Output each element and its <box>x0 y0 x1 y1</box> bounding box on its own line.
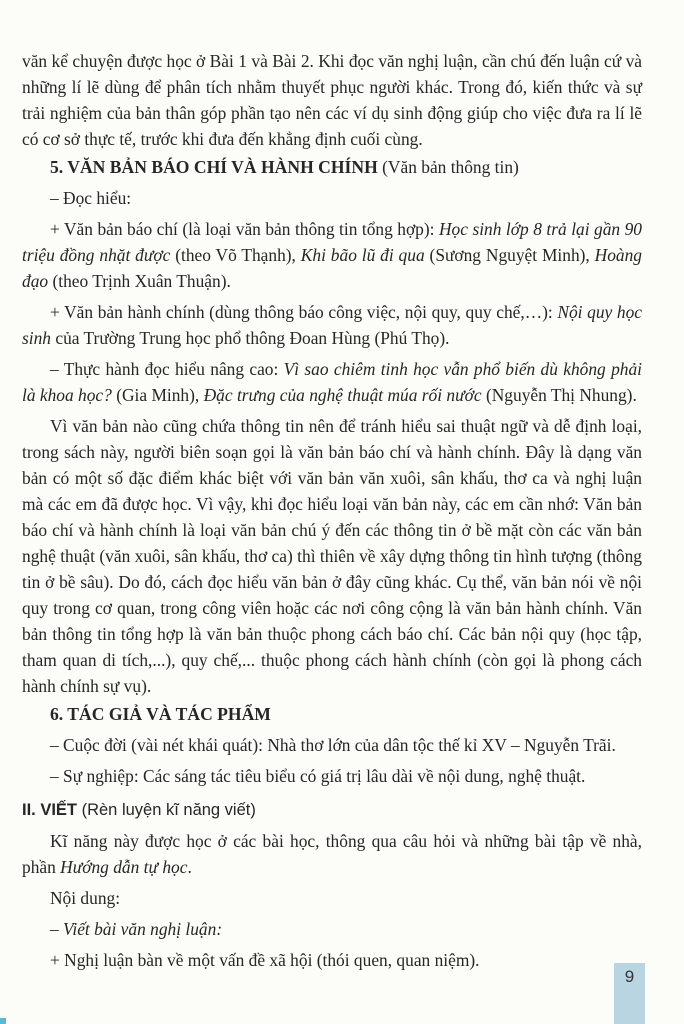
title-run: Nội quy học sinh <box>22 302 642 348</box>
nang-cao-item <box>22 356 642 408</box>
intro-paragraph: văn kể chuyện được học ở Bài 1 và Bài 2. Khi đọc văn nghị luận, cần chú đến luận cứ và những lí lẽ dùng để phân tích nhằm thuyết phục người khác. Trong đó, kiến thức và sự trải nghiệm của bản thân góp phần tạo nên các ví dụ sinh động giúp cho việc đưa ra lí lẽ có cơ sở thực tế, trước khi đưa đến khẳng định cuối cùng. <box>22 51 642 149</box>
viet-title: II. VIẾT <box>22 801 78 819</box>
viet-intro <box>22 828 642 880</box>
text-run: : <box>216 919 223 939</box>
text-run: – Thực hành đọc hiểu nâng cao: <box>50 359 284 379</box>
text-run: – <box>50 919 64 939</box>
viet-bai-item <box>22 916 642 942</box>
text-run: + Văn bản hành chính (dùng thông báo công việc, nội quy, quy chế,…): <box>50 302 558 322</box>
title-run: Viết bài văn nghị luận <box>63 919 217 939</box>
text-run: (Nguyễn Thị Nhung). <box>481 385 637 405</box>
page-edge-mark <box>0 1018 6 1024</box>
page-number: 9 <box>614 963 645 1024</box>
text-run: Kĩ năng này được học ở các bài học, thông qua câu hỏi và những bài tập về nhà, phần <box>22 831 642 877</box>
title-run: Đặc trưng của nghệ thuật múa rối nước <box>203 385 482 405</box>
title-run: Học sinh lớp 8 trả lại gần 90 triệu đồng nhặt được <box>22 219 642 265</box>
text-run: của Trường Trung học phổ thông Đoan Hùng (Phú Thọ). <box>51 328 450 348</box>
title-run: Vì sao chiêm tinh học vẫn phổ biến dù không phải là khoa học? <box>22 359 642 405</box>
section-6-heading <box>22 701 642 727</box>
section-5-note: (Văn bản thông tin) <box>377 157 519 177</box>
text-run: (Gia Minh), <box>111 385 204 405</box>
su-nghiep-item: – Sự nghiệp: Các sáng tác tiêu biểu có giá trị lâu dài về nội dung, nghệ thuật. <box>50 766 586 786</box>
section-6-title: 6. TÁC GIẢ VÀ TÁC PHẨM <box>50 704 271 724</box>
text-run: (Sương Nguyệt Minh), <box>424 245 595 265</box>
cuoc-doi-item: – Cuộc đời (vài nét khái quát): Nhà thơ lớn của dân tộc thế kỉ XV – Nguyễn Trãi. <box>50 735 616 755</box>
bao-chi-item <box>22 216 642 294</box>
explain-paragraph: Vì văn bản nào cũng chứa thông tin nên để tránh hiểu sai thuật ngữ và dễ định loại, trong sách này, người biên soạn gọi là văn bản báo chí và hành chính. Đây là dạng văn bản có một số đặc điểm khác biệt với văn bản văn xuôi, sân khấu, thơ ca và nghị luận mà các em đã được học. Vì vậy, khi đọc hiểu loại văn bản này, các em cần nhớ: Văn bản báo chí và hành chính là loại văn bản chú ý đến các thông tin ở bề mặt còn các văn bản nghệ thuật (văn xuôi, sân khấu, thơ ca) thì thiên về xây dựng thông tin hình tượng (thông tin ở bề sâu). Do đó, cách đọc hiểu văn bản ở đây cũng khác. Cụ thể, văn bản nói về nội quy trong cơ quan, trong công viên hoặc các nơi công cộng là văn bản hành chính. Văn bản thông tin tổng hợp là văn bản thuộc phong cách báo chí. Các bản nội quy (học tập, tham quan di tích,...), quy chế,... thuộc phong cách hành chính (còn gọi là phong cách hành chính sự vụ). <box>22 416 642 696</box>
title-run: Hoàng đạo <box>22 245 642 291</box>
text-run: (theo Võ Thạnh), <box>170 245 301 265</box>
title-run: Hướng dẫn tự học <box>60 857 188 877</box>
section-5-title: 5. VĂN BẢN BÁO CHÍ VÀ HÀNH CHÍNH <box>50 157 378 177</box>
text-run: . <box>187 857 192 877</box>
viet-heading <box>22 797 642 823</box>
title-run: Khi bão lũ đi qua <box>300 245 425 265</box>
noi-dung-label: Nội dung: <box>50 888 121 908</box>
text-run: (theo Trịnh Xuân Thuận). <box>48 271 231 291</box>
doc-hieu-label: – Đọc hiểu: <box>50 188 132 208</box>
nghi-luan-item: + Nghị luận bàn về một vấn đề xã hội (thói quen, quan niệm). <box>50 950 480 970</box>
text-run: + Văn bản báo chí (là loại văn bản thông tin tổng hợp): <box>50 219 439 239</box>
page-content <box>22 48 642 973</box>
hanh-chinh-item <box>22 299 642 351</box>
section-5-heading <box>22 154 642 180</box>
viet-note: (Rèn luyện kĩ năng viết) <box>77 801 256 819</box>
